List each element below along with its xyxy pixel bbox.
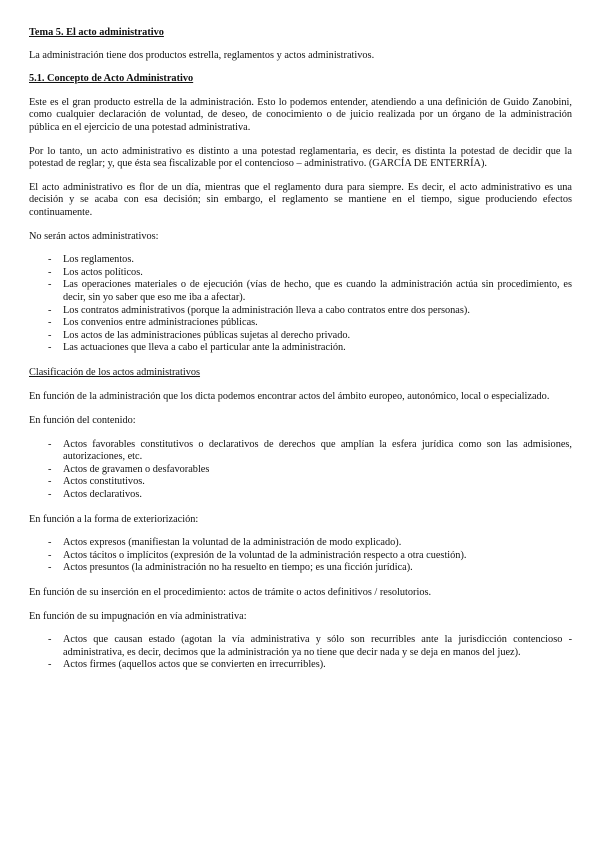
document-title: Tema 5. El acto administrativo <box>29 27 164 38</box>
paragraph: Por lo tanto, un acto administrativo es distinto a una potestad reglamentaria, es decir, es distinta la potestad de decidir que la potestad de reglar; y, que ésta sea fiscalizable por el contencioso – administrativo. (GARCÍA DE ENTERRÍA). <box>29 145 572 170</box>
list-item: - Actos constitutivos. <box>29 476 572 489</box>
paragraph: En función de la administración que los dicta podemos encontrar actos del ámbito europeo, autonómico, local o especializado. <box>29 391 550 403</box>
contenido-heading: En función del contenido: <box>29 415 136 427</box>
no-actos-list <box>29 254 572 355</box>
list-item: - Los convenios entre administraciones públicas. <box>29 317 572 330</box>
exteriorizacion-list <box>29 537 572 575</box>
list-item: - Actos presuntos (la administración no ha resuelto en tiempo; es una ficción jurídica). <box>29 562 572 575</box>
list-item: - Los actos de las administraciones públicas sujetas al derecho privado. <box>29 330 572 343</box>
list-item: - Actos de gravamen o desfavorables <box>29 464 572 477</box>
paragraph: No serán actos administrativos: <box>29 230 159 242</box>
list-item: - Actos firmes (aquellos actos que se convierten en irrecurribles). <box>29 659 572 672</box>
list-item: - Actos expresos (manifiestan la voluntad de la administración de modo explicado). <box>29 537 572 550</box>
document-page <box>29 27 572 684</box>
clasificacion-heading: Clasificación de los actos administrativos <box>29 366 201 378</box>
exteriorizacion-heading: En función a la forma de exteriorización: <box>29 513 199 525</box>
intro-paragraph: La administración tiene dos productos estrella, reglamentos y actos administrativos. <box>29 49 375 61</box>
section-heading: 5.1. Concepto de Acto Administrativo <box>29 73 194 85</box>
list-item: - Actos que causan estado (agotan la vía administrativa y sólo son recurribles ante la jurisdicción contencioso - administrativa, es decir, decimos que la administración ya no tiene que decir nada y se deja en manos del juez). <box>29 634 572 659</box>
paragraph: Este es el gran producto estrella de la administración. Esto lo podemos entender, atendiendo a una definición de Guido Zanobini, como cualquier declaración de voluntad, de deseo, de conocimiento o de juicio realizada por un órgano de la administración pública en el ejercicio de una potestad administrativa. <box>29 96 572 133</box>
list-item: - Actos declarativos. <box>29 489 572 502</box>
list-item: - Los contratos administrativos (porque la administración lleva a cabo contratos entre dos personas). <box>29 305 572 318</box>
impugnacion-list <box>29 634 572 672</box>
list-item: - Los actos políticos. <box>29 267 572 280</box>
list-item: - Los reglamentos. <box>29 254 572 267</box>
list-item: - Las operaciones materiales o de ejecución (vías de hecho, que es cuando la administración actúa sin procedimiento, es decir, sin yo saber que eso me iba a afectar). <box>29 279 572 304</box>
list-item: - Las actuaciones que lleva a cabo el particular ante la administración. <box>29 342 572 355</box>
paragraph: El acto administrativo es flor de un día, mientras que el reglamento dura para siempre. Es decir, el acto administrativo es una decisión y se acaba con esa decisión; sin embargo, el reglamento se mantiene en el tiempo, sigue produciendo efectos continuamente. <box>29 181 572 218</box>
impugnacion-heading: En función de su impugnación en vía administrativa: <box>29 610 247 622</box>
list-item: - Actos tácitos o implícitos (expresión de la voluntad de la administración respecto a otra cuestión). <box>29 550 572 563</box>
insercion-paragraph: En función de su inserción en el procedimiento: actos de trámite o actos definitivos / resolutorios. <box>29 587 432 598</box>
list-item: - Actos favorables constitutivos o declarativos de derechos que amplían la esfera jurídica como son las admisiones, autorizaciones, etc. <box>29 439 572 464</box>
contenido-list <box>29 439 572 502</box>
